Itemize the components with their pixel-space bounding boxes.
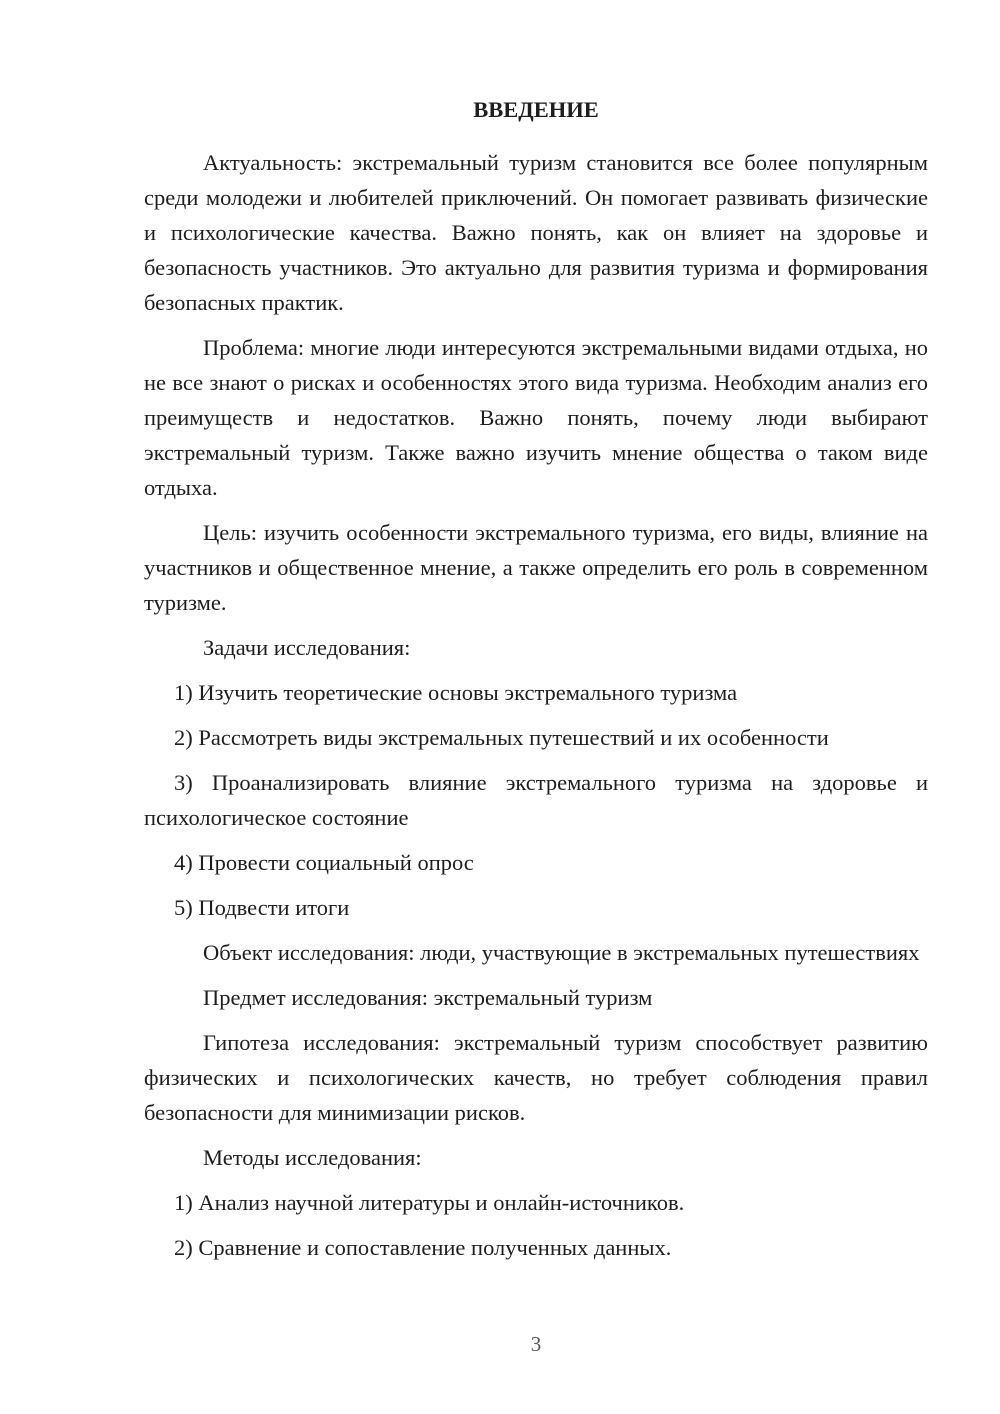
task-item: 1) Изучить теоретические основы экстремального туризма bbox=[174, 680, 738, 705]
relevance-paragraph: Актуальность: экстремальный туризм становится все более популярным среди молодежи и любителей приключений. Он помогает развивать физические и психологические качества. Важно понять, как он влияет на здоровье и безопасность участников. Это актуально для развития туризма и формирования безопасных практик. bbox=[144, 150, 928, 315]
subject-paragraph: Предмет исследования: экстремальный туризм bbox=[203, 985, 653, 1010]
method-item: 2) Сравнение и сопоставление полученных данных. bbox=[174, 1235, 672, 1260]
problem-paragraph: Проблема: многие люди интересуются экстремальными видами отдыха, но не все знают о рисках и особенностях этого вида туризма. Необходим анализ его преимуществ и недостатков. Важно понять, почему люди выбирают экстремальный туризм. Также важно изучить мнение общества о таком виде отдыха. bbox=[144, 335, 928, 500]
method-item: 1) Анализ научной литературы и онлайн-источников. bbox=[174, 1190, 685, 1215]
tasks-heading: Задачи исследования: bbox=[203, 635, 411, 660]
section-title: ВВЕДЕНИЕ bbox=[473, 97, 599, 122]
task-item: 4) Провести социальный опрос bbox=[174, 850, 474, 875]
task-item: 2) Рассмотреть виды экстремальных путешествий и их особенности bbox=[174, 725, 829, 750]
goal-paragraph: Цель: изучить особенности экстремального туризма, его виды, влияние на участников и общественное мнение, а также определить его роль в современном туризме. bbox=[144, 520, 928, 615]
hypothesis-paragraph: Гипотеза исследования: экстремальный туризм способствует развитию физических и психологических качеств, но требует соблюдения правил безопасности для минимизации рисков. bbox=[144, 1030, 928, 1125]
page-number: 3 bbox=[530, 1332, 542, 1356]
task-item: 3) Проанализировать влияние экстремального туризма на здоровье и психологическое состояние bbox=[144, 770, 928, 830]
document-page bbox=[144, 95, 928, 1275]
object-paragraph: Объект исследования: люди, участвующие в экстремальных путешествиях bbox=[203, 940, 920, 965]
task-item: 5) Подвести итоги bbox=[174, 895, 350, 920]
methods-heading: Методы исследования: bbox=[203, 1145, 422, 1170]
